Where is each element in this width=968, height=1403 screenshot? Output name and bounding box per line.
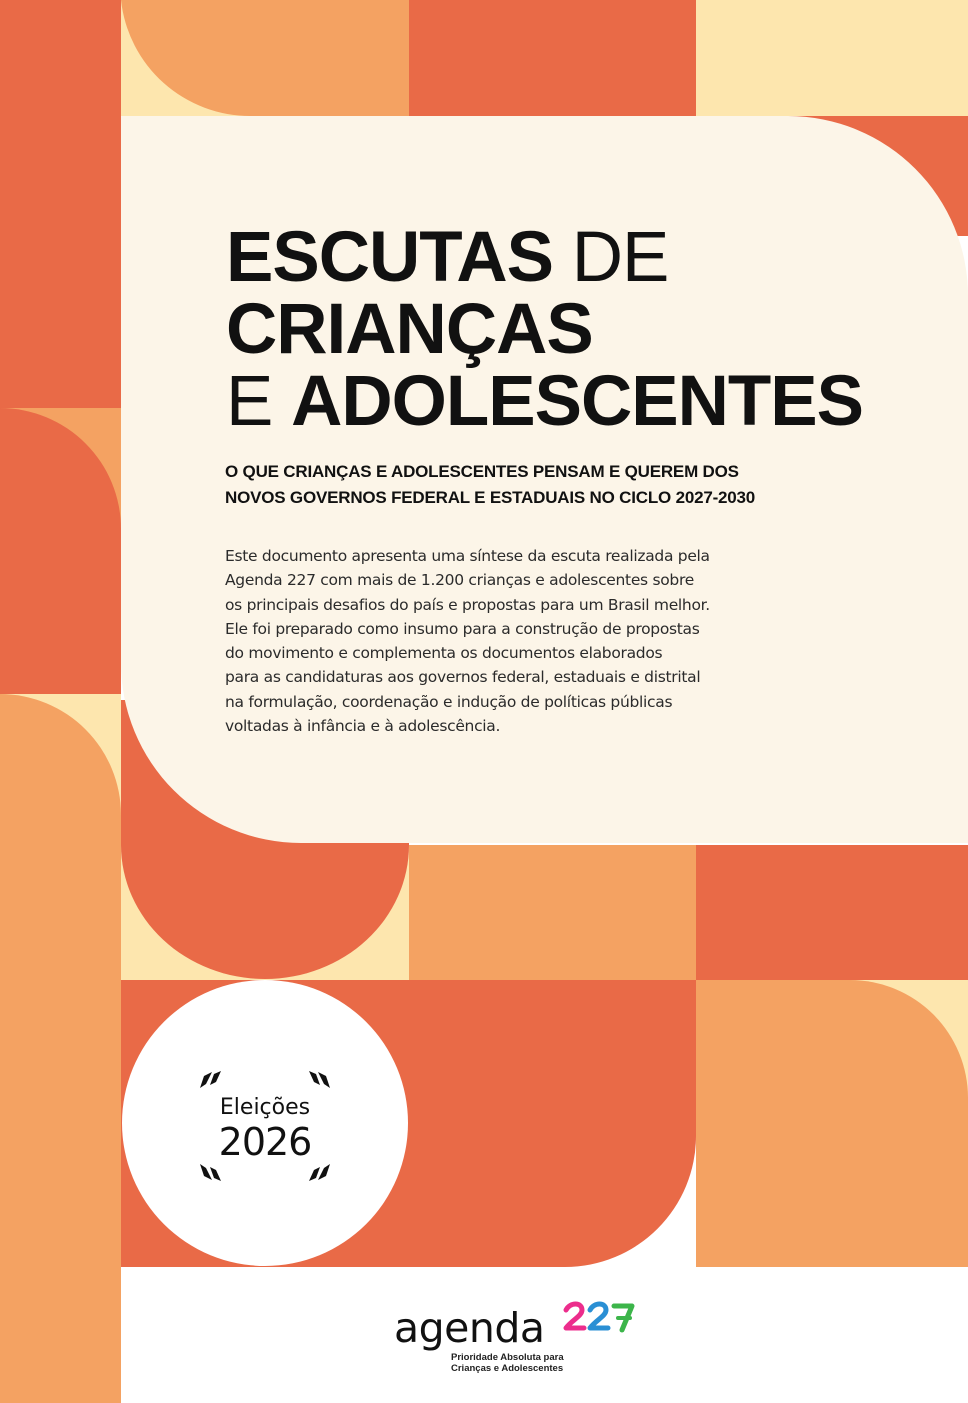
bottom-right-orange-curve <box>696 980 968 1267</box>
subtitle-line-1: O QUE CRIANÇAS E ADOLESCENTES PENSAM E QUEREM DOS <box>225 462 739 481</box>
subtitle-line-2: NOVOS GOVERNOS FEDERAL E ESTADUAIS NO CICLO 2027-2030 <box>225 488 756 507</box>
title-de: DE <box>553 218 669 297</box>
title-escutas: ESCUTAS <box>226 218 553 297</box>
logo-wordmark: agenda <box>394 1304 545 1352</box>
top-right-cream-block <box>696 0 968 116</box>
logo-tagline-line-1: Prioridade Absoluta para <box>451 1352 564 1363</box>
title-e: E <box>226 362 292 441</box>
logo-227-icon <box>562 1300 642 1340</box>
left-arch-shape <box>0 694 121 1403</box>
title-adolescentes: ADOLESCENTES <box>291 362 863 441</box>
badge-label-eleicoes: Eleições <box>219 1095 311 1120</box>
badge-label-year: 2026 <box>218 1120 312 1164</box>
mid-right-coral-block <box>696 845 968 980</box>
description-line: Este documento apresenta uma síntese da escuta realizada pela <box>225 547 710 565</box>
title-criancas: CRIANÇAS <box>226 290 593 369</box>
left-coral-block <box>0 0 121 408</box>
title-line-2 <box>226 290 863 369</box>
top-coral-block <box>409 0 696 116</box>
document-title <box>226 218 863 441</box>
mid-center-orange-block <box>409 845 696 980</box>
document-subtitle <box>225 459 865 511</box>
elections-badge <box>190 1068 340 1184</box>
logo-tagline <box>451 1352 571 1374</box>
title-line-3 <box>226 362 863 441</box>
description-line: para as candidaturas aos governos federal, estaduais e distrital <box>225 668 701 687</box>
description-line: voltadas à infância e à adolescência. <box>225 717 501 736</box>
description-line: Agenda 227 com mais de 1.200 crianças e adolescentes sobre <box>225 571 694 590</box>
description-paragraph <box>225 544 785 738</box>
description-line: do movimento e complementa os documentos elaborados <box>225 644 663 663</box>
description-line: na formulação, coordenação e indução de políticas públicas <box>225 692 673 711</box>
logo-tagline-line-2: Crianças e Adolescentes <box>451 1363 564 1374</box>
agenda227-logo <box>394 1300 644 1380</box>
title-line-1 <box>226 218 863 297</box>
description-line: Ele foi preparado como insumo para a construção de propostas <box>225 619 700 638</box>
description-line: os principais desafios do país e propostas para um Brasil melhor. <box>225 595 710 614</box>
